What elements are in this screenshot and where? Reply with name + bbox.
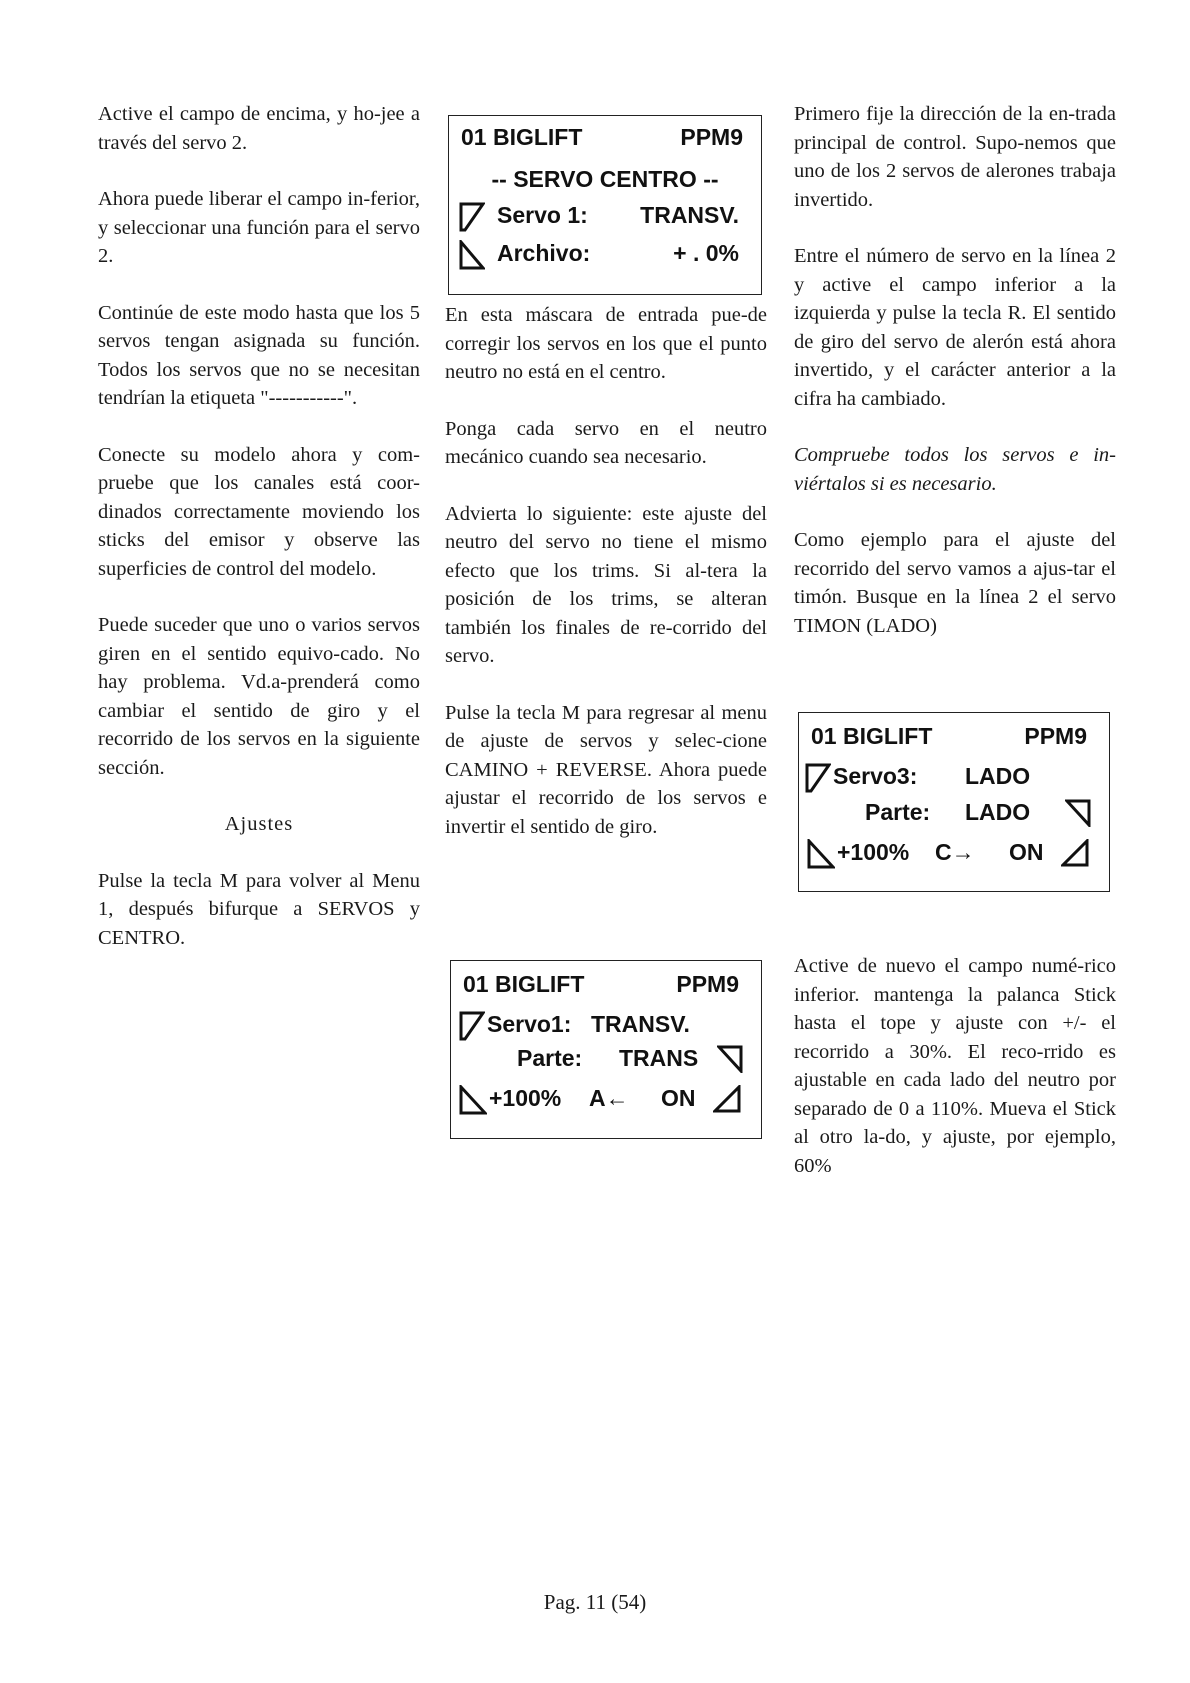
page-number: Pag. 11 (54): [543, 1590, 647, 1614]
paragraph: Puede suceder que uno o varios servos giren en el sentido equivo-cado. No hay problema. Vd.a-prenderá como cambiar el sentido de giro y el recorrido de los servos en la siguiente sección.: [98, 614, 420, 779]
paragraph: Advierta lo siguiente: este ajuste del neutro del servo no tiene el mismo efecto que los trims. Si al-tera la posición de los trims, se alteran también los finales de re-corrido del servo.: [445, 502, 767, 667]
lcd-part-label: Parte:: [865, 799, 931, 825]
paragraph: Como ejemplo para el ajuste del recorrido del servo vamos a ajus-tar el timón. Busque en la línea 2 el servo TIMON (LADO): [794, 529, 1116, 637]
lower-field-arrow-icon: [459, 1085, 487, 1115]
paragraph: Ahora puede liberar el campo in-ferior, y seleccionar una función para el servo 2.: [98, 188, 420, 267]
reverse-indicator-icon: [1065, 799, 1091, 827]
lcd-state: ON: [1009, 839, 1044, 865]
italic-note: Compruebe todos los servos e in-viértalos si es necesario.: [794, 444, 1116, 495]
lcd-servo1-reverse: [450, 960, 762, 1139]
lcd-part-label: Parte:: [517, 1045, 583, 1071]
on-indicator-icon: [1061, 839, 1089, 867]
paragraph: Pulse la tecla M para volver al Menu 1, después bifurque a SERVOS y CENTRO.: [98, 869, 420, 949]
paragraph: Conecte su modelo ahora y com-pruebe que los canales está coor-dinados correctamente moviendo los sticks del emisor y observe las superficies de control del modelo.: [98, 443, 420, 580]
paragraph: Continúe de este modo hasta que los 5 servos tengan asignada su función. Todos los servos que no se necesitan tendrían la etiqueta "-----------".: [98, 301, 420, 409]
reverse-indicator-icon: [717, 1045, 743, 1073]
lcd-model-name: 01 BIGLIFT: [461, 124, 583, 150]
lcd-servo3-lado: [798, 712, 1110, 892]
lcd-mode: PPM9: [1024, 723, 1087, 749]
lcd-part-value: LADO: [965, 799, 1031, 825]
lcd-direction: A←: [589, 1085, 629, 1111]
lcd-model-name: 01 BIGLIFT: [463, 971, 585, 997]
lcd-servo-value: TRANSV.: [640, 202, 739, 228]
upper-field-arrow-icon: [805, 763, 831, 793]
lcd-part-value: TRANS: [619, 1045, 699, 1071]
column-3: [794, 100, 1116, 1208]
lcd-servo-centro: [448, 115, 762, 295]
lcd-state: ON: [661, 1085, 696, 1111]
upper-field-arrow-icon: [459, 1011, 485, 1041]
upper-field-arrow-icon: [459, 202, 485, 232]
paragraph: Pulse la tecla M para regresar al menu de ajuste de servos y selec-cione CAMINO + REVERSE. Ahora puede ajustar el recorrido de los servos e invertir el sentido de giro.: [445, 701, 767, 838]
column-1: [98, 100, 420, 980]
paragraph: Active de nuevo el campo numé-rico inferior. mantenga la palanca Stick hasta el tope y ajuste con +/- el recorrido a 30%. El reco-rrido es ajustable en cada lado del neutro por separado de 0 a 110%. Mueva el Stick al otro la-do, y ajuste, por ejemplo, 60%: [794, 955, 1116, 1177]
section-heading-ajustes: Ajustes: [224, 813, 294, 835]
lower-field-arrow-icon: [459, 240, 485, 270]
paragraph: Ponga cada servo en el neutro mecánico cuando sea necesario.: [445, 417, 767, 468]
paragraph: Primero fije la dirección de la en-trada principal de control. Supo-nemos que uno de los 2 servos de alerones trabaja invertido.: [794, 103, 1116, 211]
lcd-servo-label: Servo3:: [833, 763, 918, 789]
on-indicator-icon: [713, 1085, 741, 1113]
lcd-servo-label: Servo 1:: [497, 202, 588, 228]
lcd-file-label: Archivo:: [497, 240, 591, 266]
paragraph: En esta máscara de entrada pue-de corregir los servos en los que el punto neutro no está en el centro.: [445, 304, 767, 383]
lcd-servo-label: Servo1:: [487, 1011, 572, 1037]
lcd-travel-percent: +100%: [837, 839, 910, 865]
paragraph: Active el campo de encima, y ho-jee a través del servo 2.: [98, 103, 420, 154]
lcd-travel-percent: +100%: [489, 1085, 562, 1111]
lcd-mode: PPM9: [680, 124, 743, 150]
lcd-file-value: + . 0%: [673, 240, 739, 266]
lcd-direction: C→: [935, 839, 975, 865]
lcd-servo-value: TRANSV.: [591, 1011, 690, 1037]
lcd-model-name: 01 BIGLIFT: [811, 723, 933, 749]
lcd-mode: PPM9: [676, 971, 739, 997]
lcd-screen-title: -- SERVO CENTRO --: [491, 166, 719, 192]
column-2: [445, 301, 767, 869]
lower-field-arrow-icon: [807, 839, 835, 869]
lcd-servo-value: LADO: [965, 763, 1031, 789]
paragraph: Entre el número de servo en la línea 2 y active el campo inferior a la izquierda y pulse la tecla R. El sentido de giro del servo de alerón está ahora invertido, y el carácter anterior a la cifra ha cambiado.: [794, 245, 1116, 410]
